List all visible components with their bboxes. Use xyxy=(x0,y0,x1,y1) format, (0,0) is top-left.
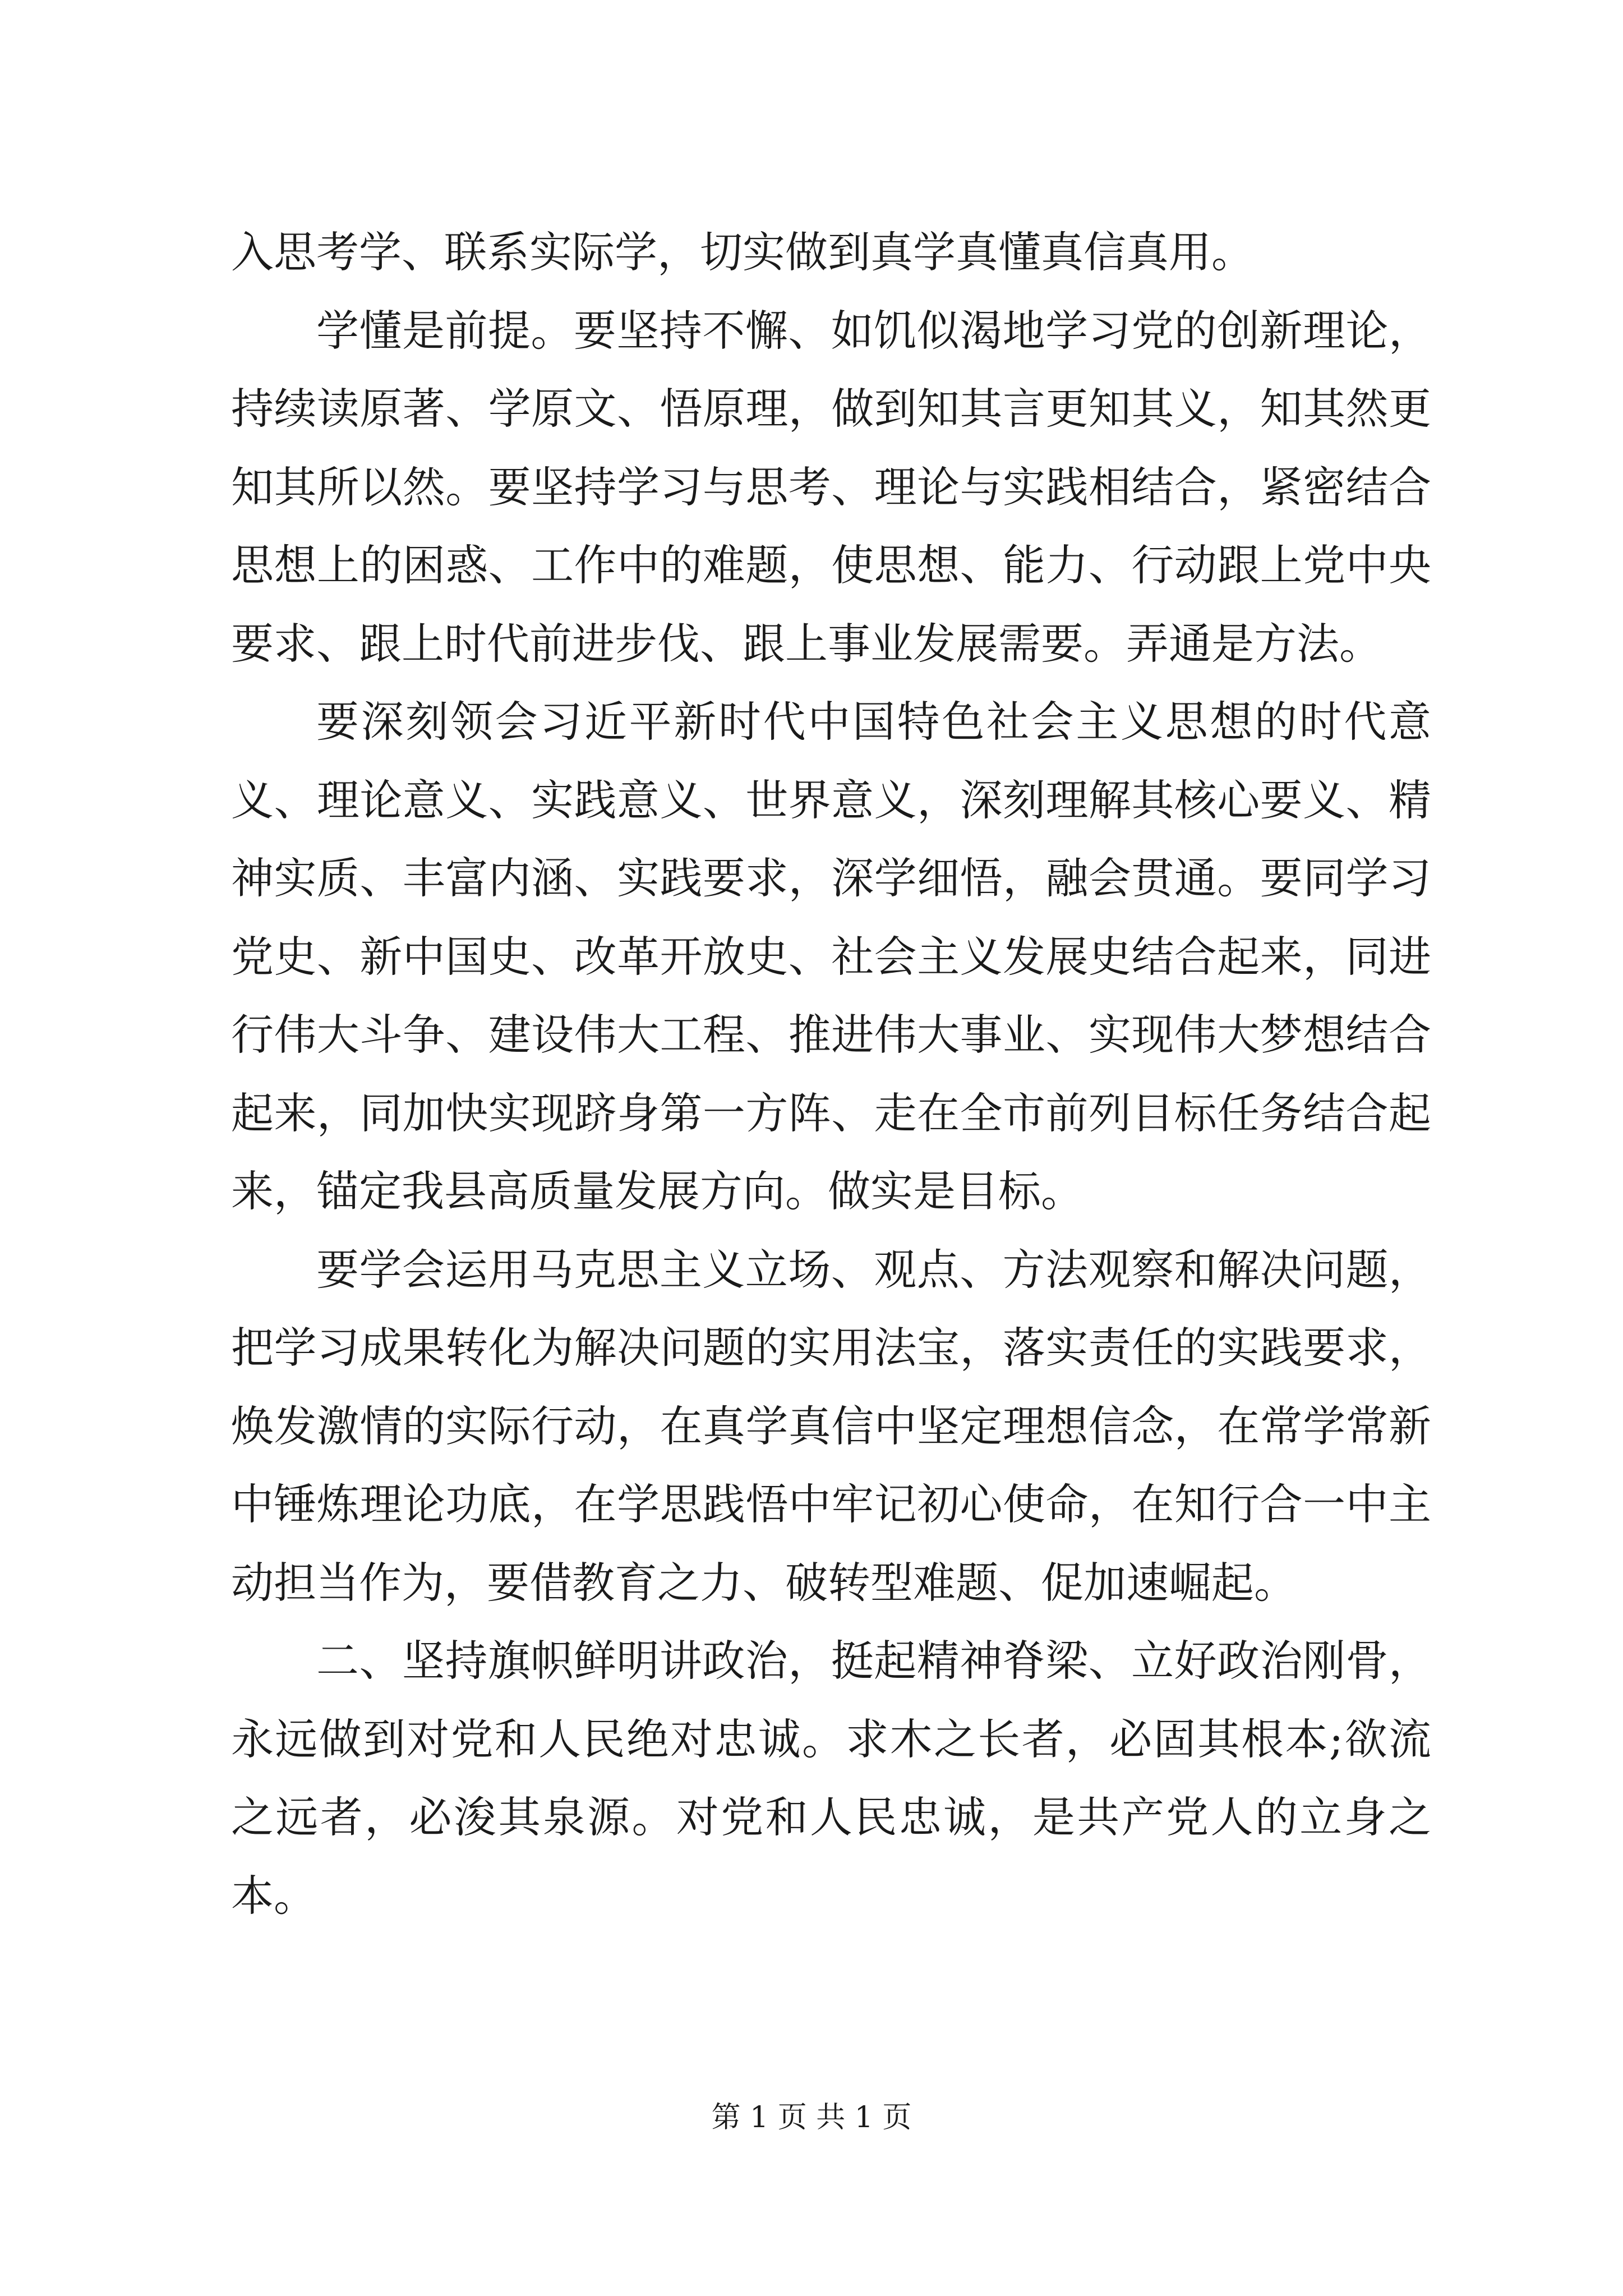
paragraph-4: 要学会运用马克思主义立场、观点、方法观察和解决问题，把学习成果转化为解决问题的实用法宝，落实责任的实践要求，焕发激情的实际行动，在真学真信中坚定理想信念，在常学常新中锤炼理论功底，在学思践悟中牢记初心使命，在知行合一中主动担当作为，要借教育之力、破转型难题、促加速崛起。 xyxy=(231,1244,1431,1608)
paragraph-3: 要深刻领会习近平新时代中国特色社会主义思想的时代意义、理论意义、实践意义、世界意义，深刻理解其核心要义、精神实质、丰富内涵、实践要求，深学细悟，融会贯通。要同学习党史、新中国史、改革开放史、社会主义发展史结合起来，同进行伟大斗争、建设伟大工程、推进伟大事业、实现伟大梦想结合起来，同加快实现跻身第一方阵、走在全市前列目标任务结合起来，锚定我县高质量发展方向。做实是目标。 xyxy=(231,697,1431,1216)
page-footer: 第 1 页 共 1 页 xyxy=(711,2101,912,2134)
paragraph-1: 入思考学、联系实际学，切实做到真学真懂真信真用。 xyxy=(231,227,1254,277)
paragraph-5: 二、坚持旗帜鲜明讲政治，挺起精神脊梁、立好政治刚骨，永远做到对党和人民绝对忠诚。求木之长者，必固其根本;欲流之远者，必浚其泉源。对党和人民忠诚，是共产党人的立身之本。 xyxy=(231,1636,1431,1921)
document-body xyxy=(231,213,1431,1935)
paragraph-2: 学懂是前提。要坚持不懈、如饥似渴地学习党的创新理论，持续读原著、学原文、悟原理，做到知其言更知其义，知其然更知其所以然。要坚持学习与思考、理论与实践相结合，紧密结合思想上的困惑、工作中的难题，使思想、能力、行动跟上党中央要求、跟上时代前进步伐、跟上事业发展需要。弄通是方法。 xyxy=(231,305,1431,669)
